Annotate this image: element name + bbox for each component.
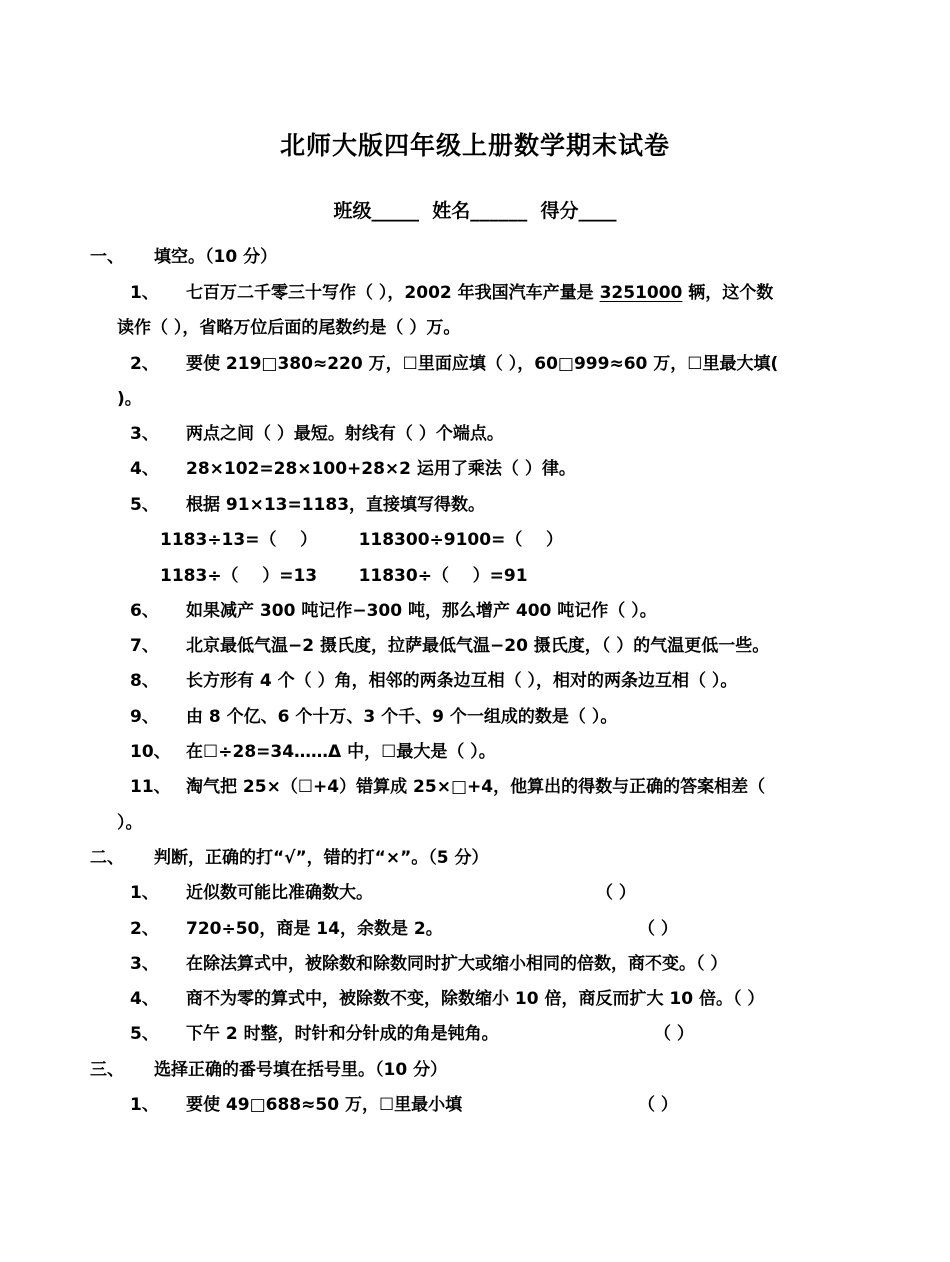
question-number: 11、 (130, 777, 171, 797)
question-2-1 (130, 882, 373, 904)
student-info-line: 班级_____ 姓名______ 得分____ (333, 200, 617, 222)
section-number: 一、 (90, 247, 124, 267)
question-2-4 (130, 988, 764, 1010)
question-number: 10、 (130, 742, 171, 762)
question-text: 在☐÷28=34……Δ 中，☐最大是（ ）。 (186, 742, 496, 762)
question-text: 七百万二千零三十写作（ ），2002 年我国汽车产量是 (186, 283, 600, 303)
question-1-11 (130, 776, 765, 798)
question-number: 1、 (130, 883, 159, 903)
question-text: 淘气把 25×（☐+4）错算成 25×□+4，他算出的得数与正确的答案相差（ (186, 777, 766, 797)
question-text: 根据 91×13=1183，直接填写得数。 (186, 495, 486, 515)
question-2-5 (130, 1023, 499, 1045)
section-3-heading (90, 1059, 447, 1081)
question-1-2-continuation: )。 (117, 389, 142, 409)
exam-title: 北师大版四年级上册数学期末试卷 (279, 131, 670, 160)
question-1-3 (130, 423, 504, 445)
question-1-5-subline-1: 1183÷13=（ ） 118300÷9100=（ ） (160, 530, 564, 550)
question-1-1-continuation: 读作（ ），省略万位后面的尾数约是（ ）万。 (117, 318, 461, 338)
question-number: 1、 (130, 1095, 159, 1115)
question-text: 要使 49□688≈50 万，☐里最小填 (186, 1095, 463, 1115)
question-number: 2、 (130, 919, 159, 939)
underlined-number: 3251000 (599, 283, 683, 303)
question-1-8 (130, 670, 737, 692)
question-1-9 (130, 706, 617, 728)
question-number: 6、 (130, 601, 159, 621)
question-number: 5、 (130, 1024, 159, 1044)
question-text: 长方形有 4 个（ ）角，相邻的两条边互相（ ），相对的两条边互相（ ）。 (186, 671, 738, 691)
section-title: 填空。（10 分） (154, 247, 278, 267)
question-number: 9、 (130, 707, 159, 727)
question-2-3 (130, 953, 727, 975)
question-number: 8、 (130, 671, 159, 691)
question-3-1 (130, 1094, 462, 1116)
question-number: 7、 (130, 636, 159, 656)
section-title: 判断，正确的打“√”，错的打“×”。（5 分） (154, 848, 489, 868)
question-2-2 (130, 918, 443, 940)
question-number: 3、 (130, 954, 159, 974)
answer-bracket: （ ） (596, 883, 636, 903)
question-1-5-subline-2: 1183÷（ ）=13 11830÷（ ）=91 (160, 566, 528, 586)
section-2-heading (90, 847, 489, 869)
section-number: 二、 (90, 848, 124, 868)
answer-bracket: （ ） (654, 1024, 694, 1044)
question-number: 1、 (130, 283, 159, 303)
question-text: 商不为零的算式中，被除数不变，除数缩小 10 倍，商反而扩大 10 倍。（ ） (186, 989, 765, 1009)
question-1-1 (130, 282, 773, 304)
answer-bracket: （ ） (638, 1095, 678, 1115)
question-number: 2、 (130, 354, 159, 374)
question-text: 北京最低气温−2 摄氏度，拉萨最低气温−20 摄氏度，（ ）的气温更低一些。 (186, 636, 770, 656)
question-number: 3、 (130, 424, 159, 444)
question-1-2 (130, 353, 778, 375)
question-text-continued: 辆，这个数 (682, 283, 774, 303)
question-number: 4、 (130, 989, 159, 1009)
question-text: 由 8 个亿、6 个十万、3 个千、9 个一组成的数是（ ）。 (186, 707, 618, 727)
question-1-4 (130, 458, 576, 480)
question-text: 要使 219□380≈220 万，☐里面应填（ ），60□999≈60 万，☐里最大填( (186, 354, 779, 374)
question-text: 如果减产 300 吨记作−300 吨，那么增产 400 吨记作（ ）。 (186, 601, 657, 621)
question-text: 近似数可能比准确数大。 (186, 883, 373, 903)
section-title: 选择正确的番号填在括号里。（10 分） (154, 1060, 448, 1080)
question-text: 在除法算式中，被除数和除数同时扩大或缩小相同的倍数，商不变。（ ） (186, 954, 728, 974)
section-number: 三、 (90, 1060, 124, 1080)
question-1-6 (130, 600, 657, 622)
question-1-7 (130, 635, 769, 657)
question-text: 28×102=28×100+28×2 运用了乘法（ ）律。 (186, 459, 576, 479)
question-1-10 (130, 741, 496, 763)
question-text: 720÷50，商是 14，余数是 2。 (186, 919, 443, 939)
question-1-11-continuation: ）。 (117, 813, 143, 833)
question-number: 5、 (130, 495, 159, 515)
answer-bracket: （ ） (638, 919, 678, 939)
section-1-heading (90, 246, 277, 268)
question-text: 下午 2 时整，时针和分针成的角是钝角。 (186, 1024, 499, 1044)
question-number: 4、 (130, 459, 159, 479)
question-1-5 (130, 494, 485, 516)
question-text: 两点之间（ ）最短。射线有（ ）个端点。 (186, 424, 504, 444)
